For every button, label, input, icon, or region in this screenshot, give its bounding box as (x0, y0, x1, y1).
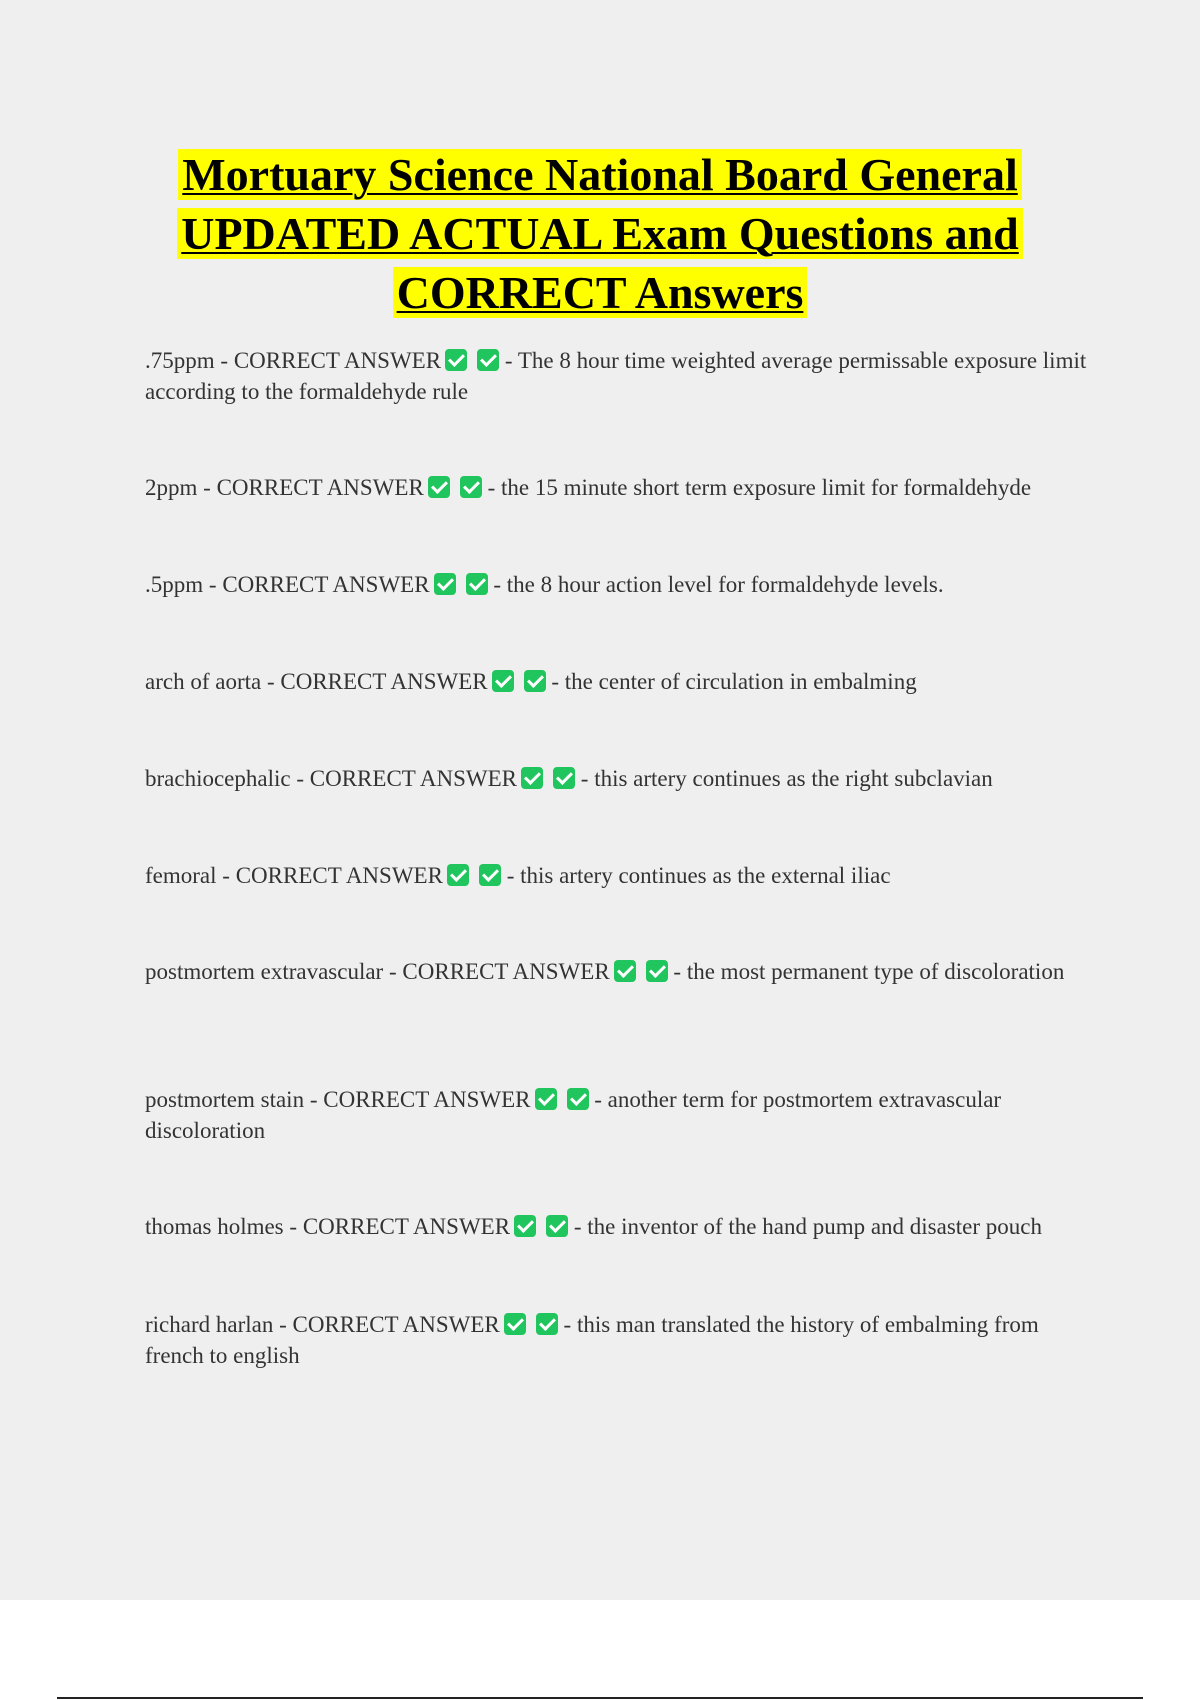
entry-separator: CORRECT ANSWER (309, 766, 518, 791)
entry-term: postmortem extravascular (145, 959, 384, 984)
entry-term: arch of aorta (145, 669, 262, 694)
qa-entry: postmortem stain - CORRECT ANSWER - another term for postmortem extravascular discoloration (145, 1087, 1002, 1143)
entry-term: postmortem stain (145, 1087, 305, 1112)
check-mark-icon (535, 1088, 557, 1110)
entry-definition: this artery continues as the right subclavian (594, 766, 993, 791)
entry-term: femoral (145, 863, 217, 888)
entry-term: thomas holmes (145, 1214, 284, 1239)
check-mark-icon (445, 349, 467, 371)
check-mark-icon (524, 670, 546, 692)
entry-term: brachiocephalic (145, 766, 291, 791)
entry-term: .75ppm (145, 348, 215, 373)
check-mark-icon (428, 476, 450, 498)
check-mark-icon (479, 864, 501, 886)
qa-entry: femoral - CORRECT ANSWER - this artery continues as the external iliac (145, 863, 891, 888)
check-mark-icon (447, 864, 469, 886)
entry-separator: CORRECT ANSWER (302, 1214, 511, 1239)
qa-entry: thomas holmes - CORRECT ANSWER - the inventor of the hand pump and disaster pouch (145, 1214, 1043, 1239)
check-mark-icon (460, 476, 482, 498)
entry-separator: CORRECT ANSWER (235, 863, 443, 888)
qa-entry: .5ppm - CORRECT ANSWER - the 8 hour action level for formaldehyde levels. (145, 572, 944, 597)
check-mark-icon (477, 349, 499, 371)
check-mark-icon (466, 573, 488, 595)
qa-entry: postmortem extravascular - CORRECT ANSWER - the most permanent type of discoloration (145, 959, 1065, 984)
entry-term: 2ppm (145, 475, 198, 500)
check-mark-icon (492, 670, 514, 692)
check-mark-icon (521, 767, 543, 789)
entry-term: .5ppm (145, 572, 204, 597)
entry-definition: the 8 hour action level for formaldehyde levels. (506, 572, 944, 597)
check-mark-icon (614, 960, 636, 982)
entry-definition: this man translated the history of embalming from french to english (145, 1312, 1039, 1368)
entry-separator: CORRECT ANSWER (222, 572, 430, 597)
entry-term: richard harlan (145, 1312, 274, 1337)
check-mark-icon (546, 1215, 568, 1237)
entry-separator: CORRECT ANSWER (402, 959, 610, 984)
check-mark-icon (567, 1088, 589, 1110)
check-mark-icon (504, 1313, 526, 1335)
entry-definition: the inventor of the hand pump and disaster pouch (587, 1214, 1043, 1239)
entry-definition: another term for postmortem extravascular discoloration (145, 1087, 1002, 1143)
entry-separator: CORRECT ANSWER (216, 475, 424, 500)
entry-definition: The 8 hour time weighted average permissable exposure limit according to the formaldehyde rule (145, 348, 1087, 404)
check-mark-icon (536, 1313, 558, 1335)
document-title (100, 145, 1100, 322)
entry-definition: the 15 minute short term exposure limit for formaldehyde (500, 475, 1032, 500)
qa-entry: arch of aorta - CORRECT ANSWER - the center of circulation in embalming (145, 669, 917, 694)
entry-definition: the most permanent type of discoloration (686, 959, 1065, 984)
entry-separator: CORRECT ANSWER (323, 1087, 531, 1112)
entry-separator: CORRECT ANSWER (233, 348, 442, 373)
qa-entry: .75ppm - CORRECT ANSWER - The 8 hour time weighted average permissable exposure limit according to the formaldehyde rule (145, 348, 1087, 404)
check-mark-icon (646, 960, 668, 982)
check-mark-icon (553, 767, 575, 789)
entry-separator: CORRECT ANSWER (292, 1312, 500, 1337)
qa-entry: 2ppm - CORRECT ANSWER - the 15 minute short term exposure limit for formaldehyde (145, 475, 1032, 500)
qa-entry: richard harlan - CORRECT ANSWER - this man translated the history of embalming from french to english (145, 1312, 1039, 1368)
check-mark-icon (514, 1215, 536, 1237)
entry-definition: this artery continues as the external iliac (520, 863, 891, 888)
qa-entry: brachiocephalic - CORRECT ANSWER - this artery continues as the right subclavian (145, 766, 993, 791)
entry-separator: CORRECT ANSWER (280, 669, 488, 694)
check-mark-icon (434, 573, 456, 595)
bottom-divider (57, 1697, 1143, 1699)
entry-definition: the center of circulation in embalming (564, 669, 917, 694)
highlighted-title-text: Mortuary Science National Board General UPDATED ACTUAL Exam Questions and CORRECT Answers (177, 149, 1023, 318)
